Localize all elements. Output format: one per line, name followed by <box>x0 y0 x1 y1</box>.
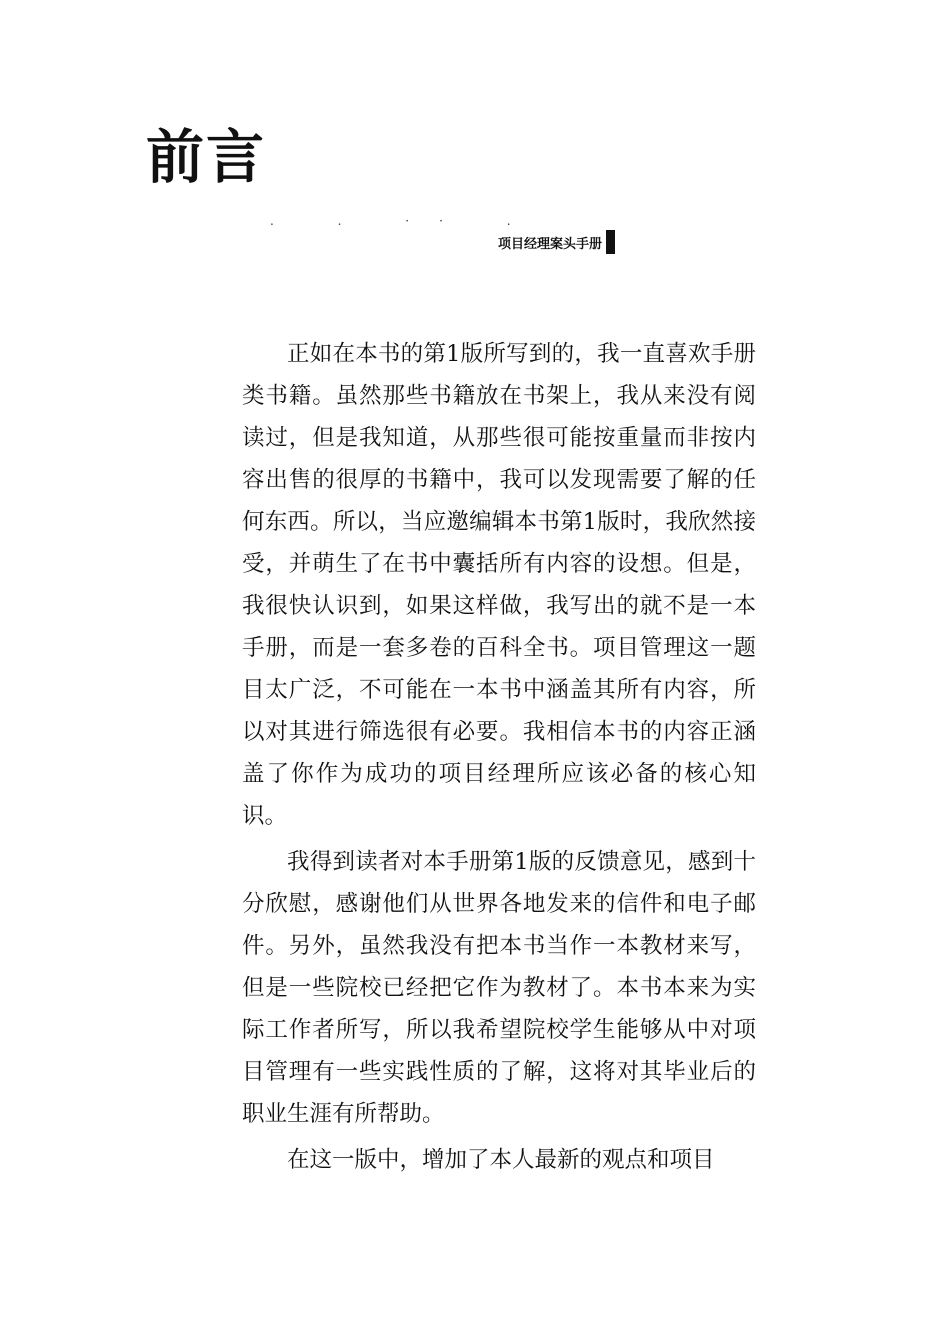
decorative-dots: . . ·· . <box>270 214 541 228</box>
paragraph-2: 我得到读者对本手册第1版的反馈意见，感到十分欣慰，感谢他们从世界各地发来的信件和电子邮件。另外，虽然我没有把本书当作一本教材来写，但是一些院校已经把它作为教材了。本书本来为实际工作者所写，所以我希望院校学生能够从中对项目管理有一些实践性质的了解，这将对其毕业后的职业生涯有所帮助。 <box>242 849 756 1127</box>
running-header <box>498 230 615 254</box>
body-text <box>242 333 756 1185</box>
running-header-text: 项目经理案头手册 <box>498 236 603 252</box>
page-title: 前言 <box>146 123 267 191</box>
paragraph-1: 正如在本书的第1版所写到的，我一直喜欢手册类书籍。虽然那些书籍放在书架上，我从来没有阅读过，但是我知道，从那些很可能按重量而非按内容出售的很厚的书籍中，我可以发现需要了解的任何东西。所以，当应邀编辑本书第1版时，我欣然接受，并萌生了在书中囊括所有内容的设想。但是，我很快认识到，如果这样做，我写出的就不是一本手册，而是一套多卷的百科全书。项目管理这一题目太广泛，不可能在一本书中涵盖其所有内容，所以对其进行筛选很有必要。我相信本书的内容正涵盖了你作为成功的项目经理所应该必备的核心知识。 <box>242 341 756 829</box>
header-bar-icon <box>606 230 615 254</box>
paragraph-3: 在这一版中，增加了本人最新的观点和项目 <box>287 1147 715 1173</box>
